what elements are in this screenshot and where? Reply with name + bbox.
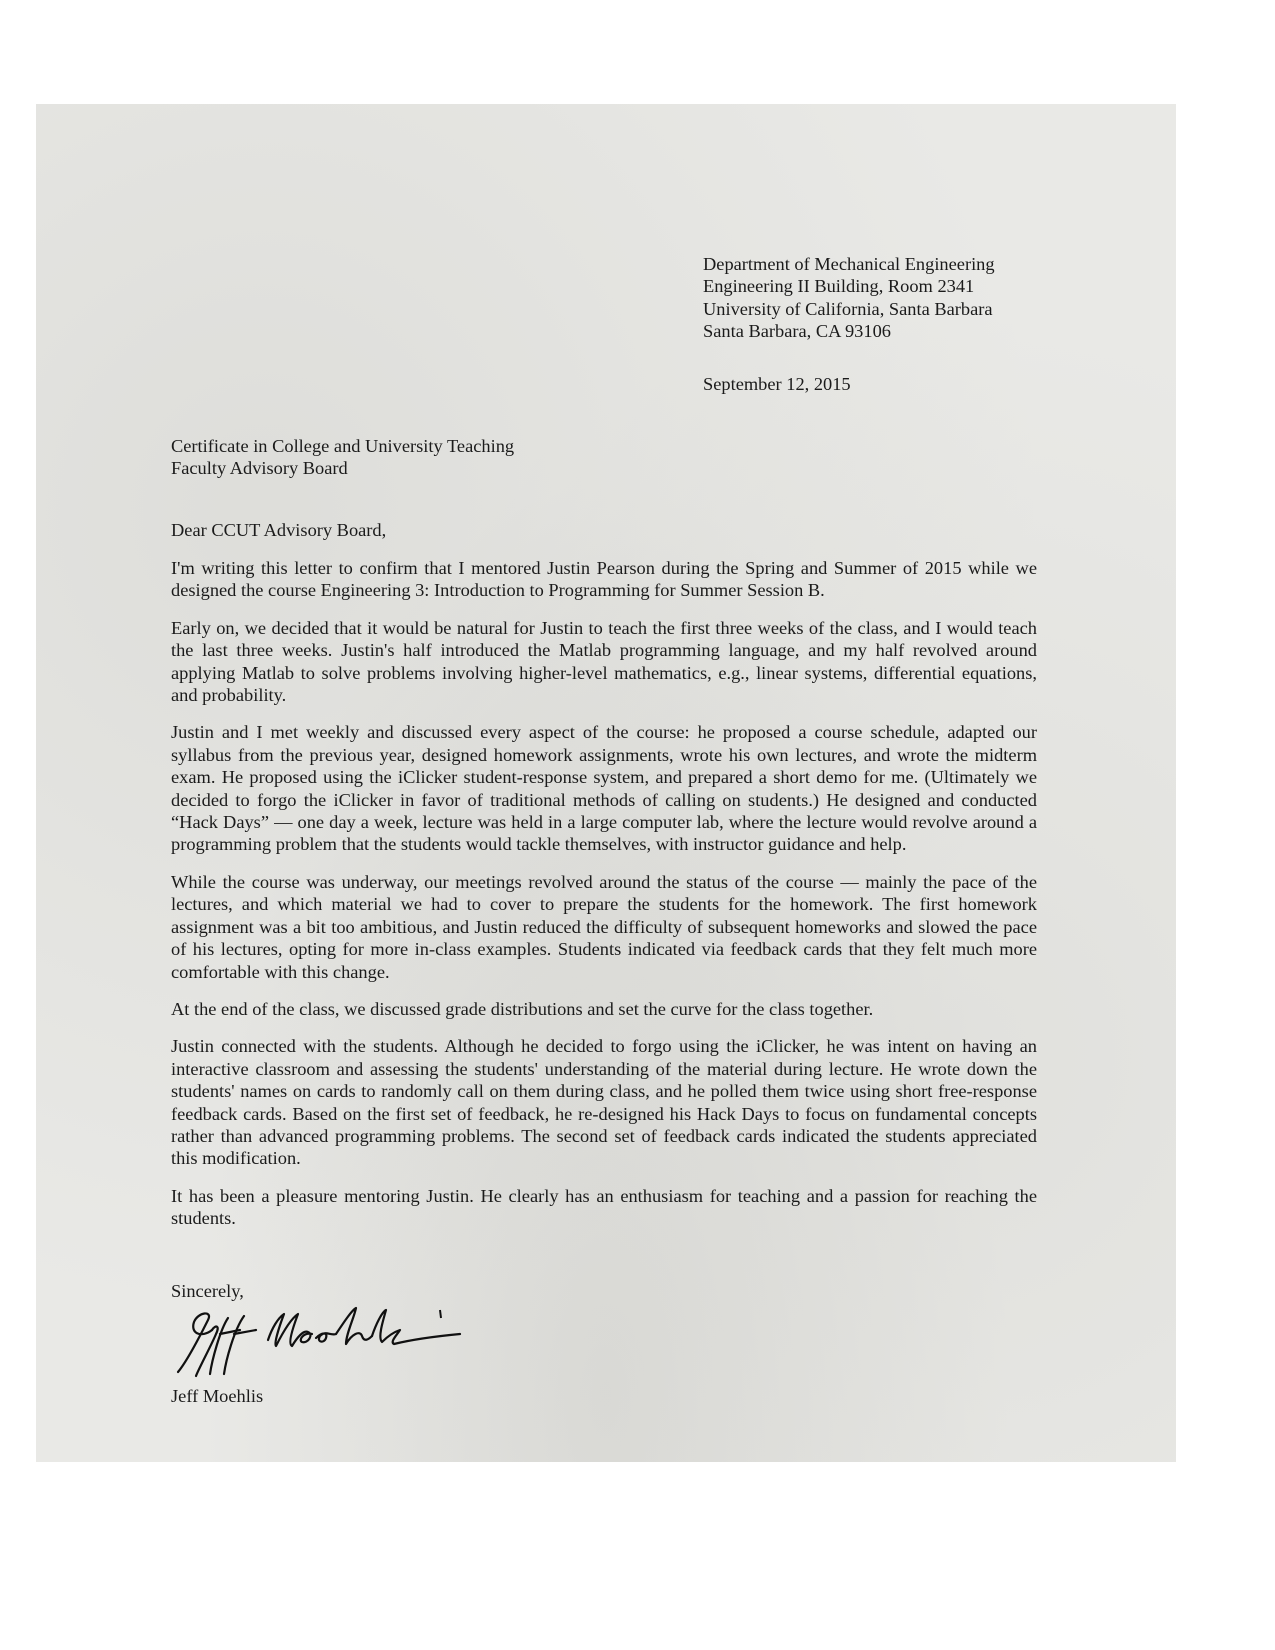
body-paragraph: At the end of the class, we discussed grade distributions and set the curve for the class together.: [171, 998, 874, 1019]
salutation: Dear CCUT Advisory Board,: [171, 520, 387, 540]
address-line: University of California, Santa Barbara: [703, 298, 993, 319]
body-paragraph: Justin and I met weekly and discussed every aspect of the course: he proposed a course schedule, adapted our syllabus from the previous year, designed homework assignments, wrote his own lectures, and wrote the midterm exam. He proposed using the iClicker student-response system, and prepared a short demo for me. (Ultimately we decided to forgo the iClicker in favor of traditional methods of calling on students.) He designed and conducted “Hack Days” — one day a week, lecture was held in a large computer lab, where the lecture would revolve around a programming problem that the students would tackle themselves, with instructor guidance and help.: [171, 722, 1037, 855]
recipient-block: [171, 435, 514, 480]
body-paragraph: Justin connected with the students. Although he decided to forgo using the iClicker, he was intent on having an interactive classroom and assessing the students' understanding of the material during lecture. He wrote down the students' names on cards to randomly call on them during class, and he polled them twice using short free-response feedback cards. Based on the first set of feedback, he re-designed his Hack Days to focus on fundamental concepts rather than advanced programming problems. The second set of feedback cards indicated the students appreciated this modification.: [171, 1036, 1037, 1169]
closing: Sincerely,: [171, 1281, 244, 1301]
sender-address: [703, 253, 995, 343]
body-paragraph: While the course was underway, our meetings revolved around the status of the course — mainly the pace of the lectures, and which material we had to cover to prepare the students for the homework. The first homework assignment was a bit too ambitious, and Justin reduced the difficulty of subsequent homeworks and slowed the pace of his lectures, opting for more in-class examples. Students indicated via feedback cards that they felt much more comfortable with this change.: [171, 871, 1037, 982]
body-paragraph: I'm writing this letter to confirm that I mentored Justin Pearson during the Spring and Summer of 2015 while we designed the course Engineering 3: Introduction to Programming for Summer Session B.: [171, 558, 1037, 601]
address-line: Department of Mechanical Engineering: [703, 254, 995, 274]
recipient-line: Certificate in College and University Teaching: [171, 436, 515, 456]
recipient-line: Faculty Advisory Board: [171, 458, 348, 479]
body-paragraph: It has been a pleasure mentoring Justin. He clearly has an enthusiasm for teaching and a passion for reaching the students.: [171, 1185, 1037, 1229]
address-line: Santa Barbara, CA 93106: [703, 321, 891, 342]
signature-icon: [168, 1300, 468, 1380]
letter-date: September 12, 2015: [703, 374, 851, 394]
body-paragraph: Early on, we decided that it would be natural for Justin to teach the first three weeks of the class, and I would teach the last three weeks. Justin's half introduced the Matlab programming language, and my half revolved around applying Matlab to solve problems involving higher-level mathematics, e.g., linear systems, differential equations, and probability.: [171, 617, 1037, 706]
signer-name: Jeff Moehlis: [171, 1386, 264, 1406]
address-line: Engineering II Building, Room 2341: [703, 276, 975, 297]
letter-body: [171, 557, 1037, 1245]
